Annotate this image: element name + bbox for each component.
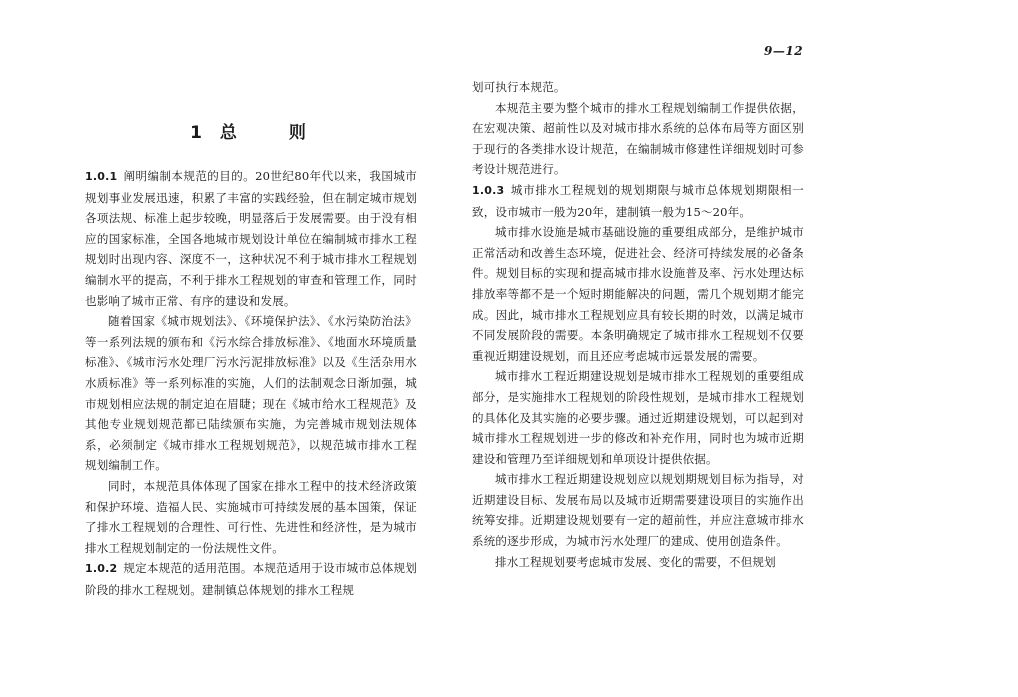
left-body — [85, 166, 417, 600]
body-paragraph — [85, 476, 417, 558]
paragraph-text: 城市排水工程规划的规划期限与城市总体规划期限相一致，设市城市一般为20年，建制镇一般为15～20年。 — [472, 182, 804, 219]
paragraph-text: 城市排水设施是城市基础设施的重要组成部分，是维护城市正常活动和改善生态环境，促进社会、经济可持续发展的必备条件。规划目标的实现和提高城市排水设施普及率、污水处理达标排放率等都不是一个短时期能解决的问题，需几个规划期才能完成。因此，城市排水工程规划应具有较长期的时效，以满足城市不同发展阶段的需要。本条明确规定了城市排水工程规划不仅要重视近期建设规划，而且还应考虑城市远景发展的需要。 — [472, 225, 804, 363]
paragraph-text: 划可执行本规范。 — [472, 80, 566, 94]
paragraph-text: 阐明编制本规范的目的。20世纪80年代以来，我国城市规划事业发展迅速，积累了丰富的实践经验，但在制定城市规划各项法规、标准上起步较晚，明显落后于发展需要。由于没有相应的国家标准，全国各地城市规划设计单位在编制城市排水工程规划时出现内容、深度不一，这种状况不利于城市排水工程规划编制水平的提高，不利于排水工程规划的审查和管理工作，同时也影响了城市正常、有序的建设和发展。 — [85, 169, 417, 308]
clause-1-0-3-paragraph — [472, 180, 804, 222]
right-body — [472, 77, 804, 572]
page-number: 9—12 — [764, 44, 804, 58]
body-paragraph — [472, 469, 804, 551]
body-paragraph — [472, 552, 804, 573]
clause-1-0-1-paragraph — [85, 166, 417, 311]
paragraph-text: 城市排水工程近期建设规划是城市排水工程规划的重要组成部分，是实施排水工程规划的阶段性规划，是城市排水工程规划的具体化及其实施的必要步骤。通过近期建设规划，可以起到对城市排水工程规划进一步的修改和补充作用，同时也为城市近期建设和管理乃至详细规划和单项设计提供依据。 — [472, 369, 804, 466]
clause-number: 1.0.2 — [85, 562, 118, 576]
paragraph-text: 同时，本规范具体体现了国家在排水工程中的技术经济政策和保护环境、造福人民、实施城市可持续发展的基本国策，保证了排水工程规划的合理性、可行性、先进性和经济性，是为城市排水工程规划制定的一份法规性文件。 — [85, 478, 417, 555]
body-paragraph — [472, 98, 804, 180]
paragraph-text: 本规范主要为整个城市的排水工程规划编制工作提供依据，在宏观决策、超前性以及对城市排水系统的总体布局等方面区别于现行的各类排水设计规范，在编制城市修建性详细规划时可参考设计规范进行。 — [472, 100, 804, 177]
clause-number: 1.0.1 — [85, 170, 118, 183]
body-paragraph — [472, 222, 804, 366]
paragraph-text: 规定本规范的适用范围。本规范适用于设市城市总体规划阶段的排水工程规划。建制镇总体规划的排水工程规 — [85, 561, 417, 597]
body-paragraph — [472, 366, 804, 469]
paragraph-text: 排水工程规划要考虑城市发展、变化的需要，不但规划 — [495, 554, 776, 569]
paragraph-text: 城市排水工程近期建设规划应以规划期规划目标为指导，对近期建设目标、发展布局以及城市近期需要建设项目的实施作出统筹安排。近期建设规划要有一定的超前性，并应注意城市排水系统的逐步形成，为城市污水处理厂的建成、使用创造条件。 — [472, 472, 804, 549]
clause-number: 1.0.3 — [472, 183, 505, 197]
continuation-paragraph — [472, 77, 804, 98]
chapter-title: 1 总 则 — [190, 123, 312, 143]
clause-1-0-2-paragraph — [85, 558, 417, 600]
paragraph-text: 随着国家《城市规划法》、《环境保护法》、《水污染防治法》等一系列法规的颁布和《污水综合排放标准》、《地面水环境质量标准》、《城市污水处理厂污水污泥排放标准》以及《生活杂用水水质标准》等一系列标准的实施，人们的法制观念日渐加强，城市规划相应法规的制定迫在眉睫；现在《城市给水工程规范》及其他专业规划规范都已陆续颁布实施，为完善城市规划法规体系，必须制定《城市排水工程规划规范》，以规范城市排水工程规划编制工作。 — [85, 314, 417, 473]
body-paragraph — [85, 311, 417, 476]
